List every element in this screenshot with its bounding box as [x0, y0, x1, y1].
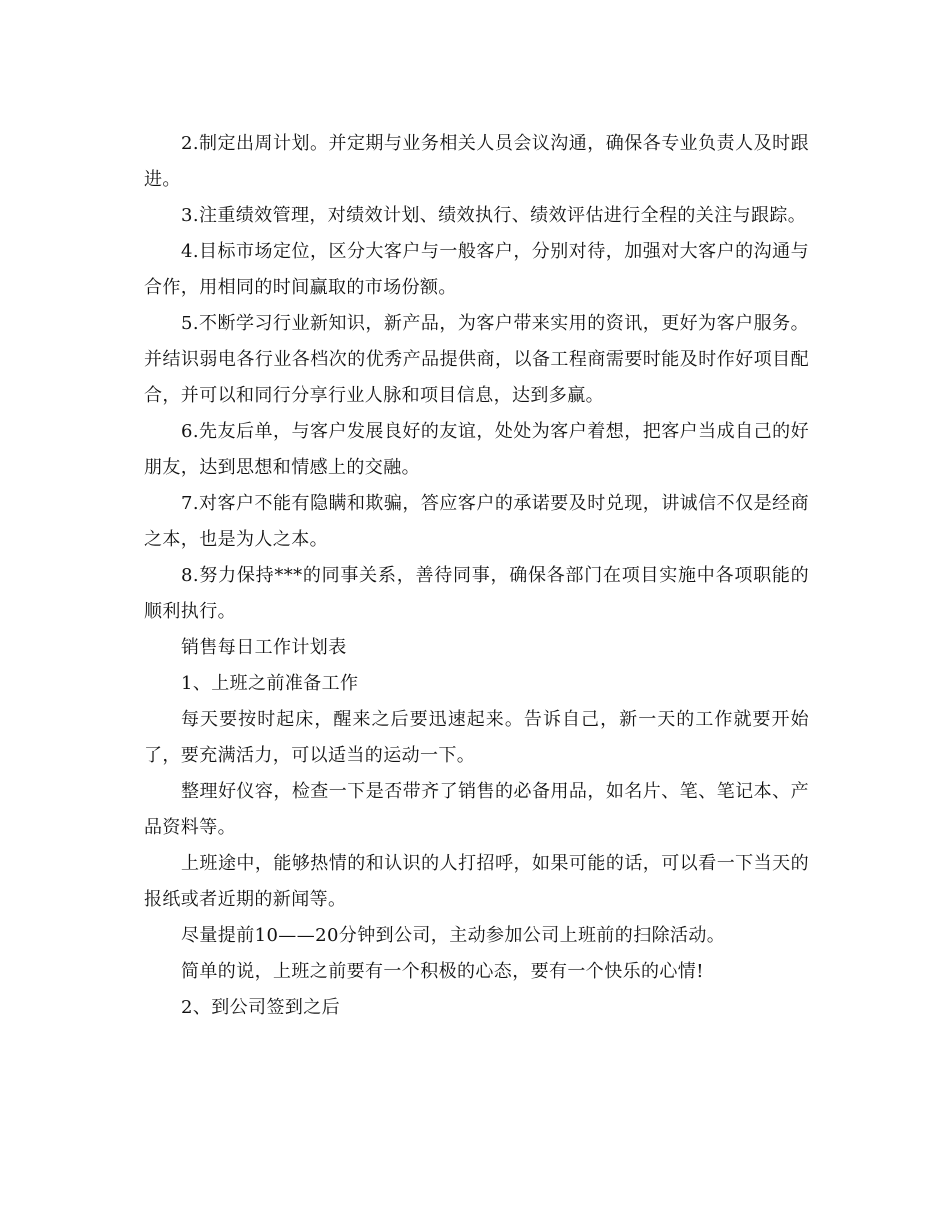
paragraph-appearance: 整理好仪容，检查一下是否带齐了销售的必备用品，如名片、笔、笔记本、产品资料等。 — [144, 781, 809, 838]
paragraph-commute: 上班途中，能够热情的和认识的人打招呼，如果可能的话，可以看一下当天的报纸或者近期的新闻等。 — [144, 853, 809, 910]
paragraph-item-6-friendship: 6.先友后单，与客户发展良好的友谊，处处为客户着想，把客户当成自己的好朋友，达到思想和情感上的交融。 — [144, 421, 809, 478]
section-title-daily-plan: 销售每日工作计划表 — [181, 637, 347, 658]
subsection-heading-before-work: 1、上班之前准备工作 — [181, 673, 359, 694]
subsection-heading-after-signin: 2、到公司签到之后 — [181, 997, 341, 1018]
paragraph-item-5-learning: 5.不断学习行业新知识，新产品，为客户带来实用的资讯，更好为客户服务。并结识弱电各行业各档次的优秀产品提供商，以备工程商需要时能及时作好项目配合，并可以和同行分享行业人脉和项目信息，达到多赢。 — [144, 313, 809, 406]
paragraph-summary: 简单的说，上班之前要有一个积极的心态，要有一个快乐的心情! — [181, 961, 704, 982]
paragraph-wake-up: 每天要按时起床，醒来之后要迅速起来。告诉自己，新一天的工作就要开始了，要充满活力，可以适当的运动一下。 — [144, 709, 809, 766]
paragraph-item-4-market-positioning: 4.目标市场定位，区分大客户与一般客户，分别对待，加强对大客户的沟通与合作，用相同的时间赢取的市场份额。 — [144, 241, 809, 298]
document-body — [144, 126, 809, 1026]
paragraph-arrive-early: 尽量提前10——20分钟到公司，主动参加公司上班前的扫除活动。 — [181, 925, 726, 946]
paragraph-item-3-performance: 3.注重绩效管理，对绩效计划、绩效执行、绩效评估进行全程的关注与跟踪。 — [181, 205, 807, 226]
paragraph-item-8-colleagues: 8.努力保持***的同事关系，善待同事，确保各部门在项目实施中各项职能的顺利执行。 — [144, 565, 809, 622]
paragraph-item-2-weekly-plan: 2.制定出周计划。并定期与业务相关人员会议沟通，确保各专业负责人及时跟进。 — [144, 133, 809, 190]
paragraph-item-7-integrity: 7.对客户不能有隐瞒和欺骗，答应客户的承诺要及时兑现，讲诚信不仅是经商之本，也是为人之本。 — [144, 493, 809, 550]
